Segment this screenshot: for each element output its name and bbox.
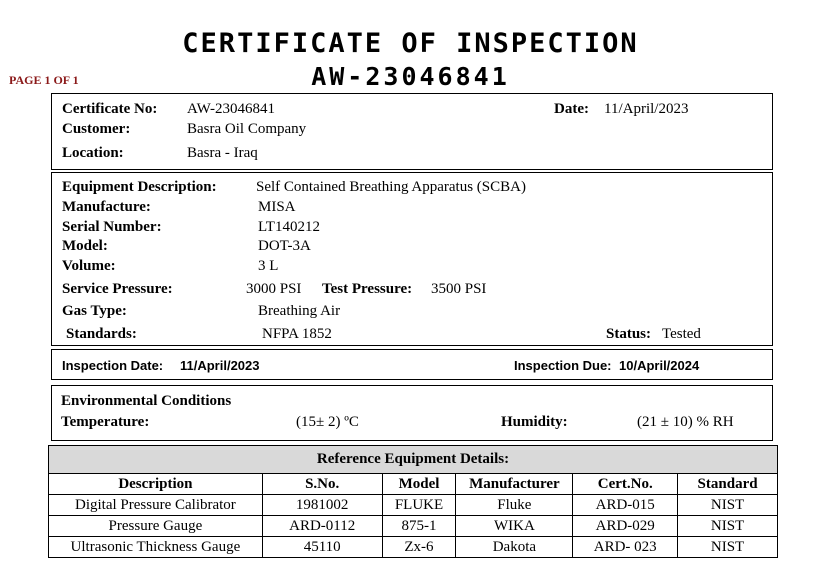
column-header: Cert.No. bbox=[573, 474, 678, 495]
date-value: 11/April/2023 bbox=[604, 101, 689, 117]
inspection-dates-box bbox=[51, 349, 773, 380]
volume-value: 3 L bbox=[258, 258, 279, 274]
customer-value: Basra Oil Company bbox=[187, 121, 307, 137]
equipment-details-box bbox=[51, 172, 773, 346]
status-label: Status: bbox=[606, 326, 652, 342]
table-cell: WIKA bbox=[456, 516, 573, 537]
date-label: Date: bbox=[554, 101, 589, 117]
humidity-label: Humidity: bbox=[501, 414, 568, 430]
certificate-no-value: AW-23046841 bbox=[187, 101, 275, 117]
table-cell: Zx-6 bbox=[382, 537, 456, 558]
table-cell: NIST bbox=[678, 516, 778, 537]
table-cell: 1981002 bbox=[262, 495, 382, 516]
table-caption-row bbox=[49, 446, 778, 474]
table-cell: Dakota bbox=[456, 537, 573, 558]
table-header-row bbox=[49, 474, 778, 495]
table-row bbox=[49, 516, 778, 537]
test-pressure-value: 3500 PSI bbox=[431, 281, 487, 297]
environmental-conditions-box bbox=[51, 385, 773, 441]
location-value: Basra - Iraq bbox=[187, 145, 258, 161]
service-pressure-value: 3000 PSI bbox=[246, 281, 302, 297]
table-cell: ARD-0112 bbox=[262, 516, 382, 537]
table-row bbox=[49, 495, 778, 516]
manufacture-label: Manufacture: bbox=[62, 199, 151, 215]
serial-number-value: LT140212 bbox=[258, 219, 320, 235]
table-cell: Fluke bbox=[456, 495, 573, 516]
table-cell: ARD-029 bbox=[573, 516, 678, 537]
temperature-label: Temperature: bbox=[61, 414, 150, 430]
standards-value: NFPA 1852 bbox=[262, 326, 332, 342]
model-value: DOT-3A bbox=[258, 238, 311, 254]
serial-number-label: Serial Number: bbox=[62, 219, 162, 235]
table-cell: ARD- 023 bbox=[573, 537, 678, 558]
equipment-description-value: Self Contained Breathing Apparatus (SCBA) bbox=[256, 179, 526, 195]
table-cell: 875-1 bbox=[382, 516, 456, 537]
table-cell: Pressure Gauge bbox=[49, 516, 263, 537]
table-caption: Reference Equipment Details: bbox=[49, 446, 778, 474]
column-header: Description bbox=[49, 474, 263, 495]
table-cell: Ultrasonic Thickness Gauge bbox=[49, 537, 263, 558]
service-pressure-label: Service Pressure: bbox=[62, 281, 173, 297]
equipment-description-label: Equipment Description: bbox=[62, 179, 217, 195]
table-row bbox=[49, 537, 778, 558]
table-cell: Digital Pressure Calibrator bbox=[49, 495, 263, 516]
status-value: Tested bbox=[662, 326, 701, 342]
manufacture-value: MISA bbox=[258, 199, 296, 215]
certificate-no-label: Certificate No: bbox=[62, 101, 158, 117]
table-cell: NIST bbox=[678, 537, 778, 558]
page-indicator: PAGE 1 OF 1 bbox=[9, 73, 79, 87]
certificate-number-heading: AW-23046841 bbox=[311, 62, 510, 91]
reference-equipment-table bbox=[48, 445, 778, 558]
certificate-info-box bbox=[51, 93, 773, 170]
column-header: Standard bbox=[678, 474, 778, 495]
inspection-due-label: Inspection Due: bbox=[514, 358, 612, 373]
inspection-due-value: 10/April/2024 bbox=[619, 358, 700, 373]
table-cell: FLUKE bbox=[382, 495, 456, 516]
column-header: S.No. bbox=[262, 474, 382, 495]
standards-label: Standards: bbox=[66, 326, 137, 342]
temperature-value: (15± 2) ºC bbox=[296, 414, 359, 430]
column-header: Manufacturer bbox=[456, 474, 573, 495]
table-cell: ARD-015 bbox=[573, 495, 678, 516]
humidity-value: (21 ± 10) % RH bbox=[637, 414, 734, 430]
inspection-date-label: Inspection Date: bbox=[62, 358, 164, 373]
gas-type-value: Breathing Air bbox=[258, 303, 341, 319]
gas-type-label: Gas Type: bbox=[62, 303, 127, 319]
certificate-title: CERTIFICATE OF INSPECTION bbox=[182, 28, 639, 59]
model-label: Model: bbox=[62, 238, 108, 254]
location-label: Location: bbox=[62, 145, 124, 161]
customer-label: Customer: bbox=[62, 121, 131, 137]
inspection-date-value: 11/April/2023 bbox=[180, 358, 260, 373]
table-cell: 45110 bbox=[262, 537, 382, 558]
column-header: Model bbox=[382, 474, 456, 495]
volume-label: Volume: bbox=[62, 258, 116, 274]
environmental-heading: Environmental Conditions bbox=[61, 393, 232, 409]
test-pressure-label: Test Pressure: bbox=[322, 281, 413, 297]
table-cell: NIST bbox=[678, 495, 778, 516]
